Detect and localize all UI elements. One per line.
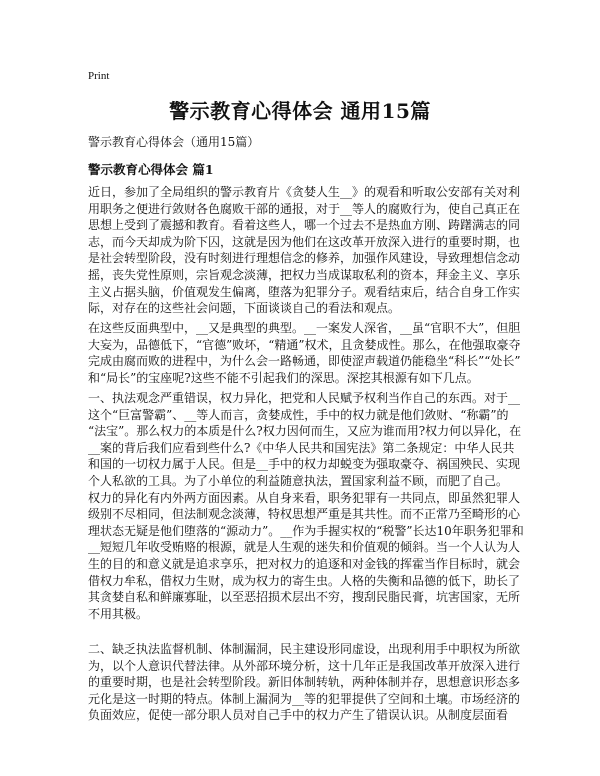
text-line: 是社会转型阶段，没有时刻进行理想信念的修养，加强作风建设，导致理想信念动 [88,251,521,266]
text-line: 在这些反面典型中，__又是典型的典型。__一案发人深省，__虽“官职不大”，但胆 [88,321,521,335]
paragraph-1 [88,184,521,317]
text-line: 志，而今天却成为阶下囚，这就是因为他们在这改革开放深入进行的重要时期，也 [88,234,521,249]
text-line: 用职务之便进行敛财各色腐败干部的通报，对于__等人的腐败行为，使自己真正在 [88,201,521,216]
text-line: 理状态无疑是他们堕落的“源动力”。__作为手握实权的“税警”长达10年职务犯罪和 [88,523,524,538]
text-line: 不用其极。 [88,606,149,621]
text-line: __案的背后我们应看到些什么?《中华人民共和国宪法》第二条规定：中华人民共 [88,440,515,455]
page-title: 警示教育心得体会 通用15篇 [169,99,431,123]
paragraph-3 [88,390,524,622]
text-line: 生的目的和意义就是追求享乐，把对权力的追逐和对金钱的挥霍当作目标时，就会 [88,556,521,571]
print-label: Print [88,70,110,82]
text-line: 大妄为，品德低下，“官德”败坏，“精通”权术，且贪婪成性。那么，在他强取豪夺 [88,337,521,352]
text-line: 的重要时期，也是社会转型阶段。新旧体制转轨，两种体制并存，思想意识形态多 [88,675,521,690]
text-line: 思想上受到了震撼和教育。看着这些人，哪一个过去不是热血方刚、踌躇满志的同 [88,218,521,233]
document-subtitle: 警示教育心得体会（通用15篇） [88,135,260,149]
text-line: 个人私欲的工具。为了小单位的利益随意执法，置国家利益不顾，而肥了自己。 [88,473,509,488]
text-line: 这个“巨富警霸”、__等人而言，贪婪成性，手中的权力就是他们敛财、“称霸”的 [88,407,509,422]
text-line: __短短几年收受贿赂的根源，就是人生观的迷失和价值观的倾斜。当一个人认为人 [88,540,521,555]
text-line: 为，以个人意识代替法律。从外部环境分析，这十几年正是我国改革开放深入进行 [88,658,521,673]
text-line: 摇，丧失党性原则，宗旨观念淡薄，把权力当成谋取私利的资本，拜金主义、享乐 [88,267,521,282]
paragraph-4 [88,641,521,724]
paragraph-2 [88,320,521,386]
section-heading: 警示教育心得体会 篇1 [88,162,214,177]
text-line: 近日，参加了全局组织的警示教育片《贪婪人生__》的观看和听取公安部有关对利 [88,185,521,199]
text-line: 权力的异化有内外两方面因素。从自身来看，职务犯罪有一共同点，即虽然犯罪人 [88,490,521,505]
text-line: 借权力牟私，借权力生财，成为权力的寄生虫。人格的失衡和品德的低下，助长了 [88,573,521,588]
text-line: “法宝”。那么权力的本质是什么?权力因何而生，又应为谁而用?权力何以异化，在 [88,424,522,439]
text-line: 主义占据头脑，价值观发生偏离，堕落为犯罪分子。观看结束后，结合自身工作实 [88,284,521,299]
text-line: 和“局长”的宝座呢?这些不能不引起我们的深思。深挖其根源有如下几点。 [88,370,479,385]
text-line: 完成由腐而败的进程中，为什么会一路畅通，即使涩声载道仍能稳坐“科长”“处长” [88,354,521,369]
text-line: 其贪婪自私和鲜廉寡耻，以至恶招损术层出不穷，搜刮民脂民膏，坑害国家，无所 [88,590,521,605]
text-line: 和国的一切权力属于人民。但是__手中的权力却蜕变为强取豪夺、祸国殃民、实现 [88,457,521,472]
text-line: 元化是这一时期的特点。体制上漏洞为__等的犯罪提供了空间和土壤。市场经济的 [88,691,521,706]
text-line: 际，对存在的这些社会问题，下面谈谈自己的看法和观点。 [88,301,401,316]
text-line: 级别不尽相同，但法制观念淡薄，特权思想严重是其共性。而不正常乃至畸形的心 [88,507,521,522]
text-line: 一、执法观念严重错误，权力异化，把党和人民赋予权利当作自己的东西。对于__ [88,391,521,405]
text-line: 负面效应，促使一部分职人员对自己手中的权力产生了错误认识。从制度层面看 [88,708,509,723]
text-line: 二、缺乏执法监督机制、体制漏洞，民主建设形同虚设，出现利用手中职权为所欲 [88,642,521,656]
